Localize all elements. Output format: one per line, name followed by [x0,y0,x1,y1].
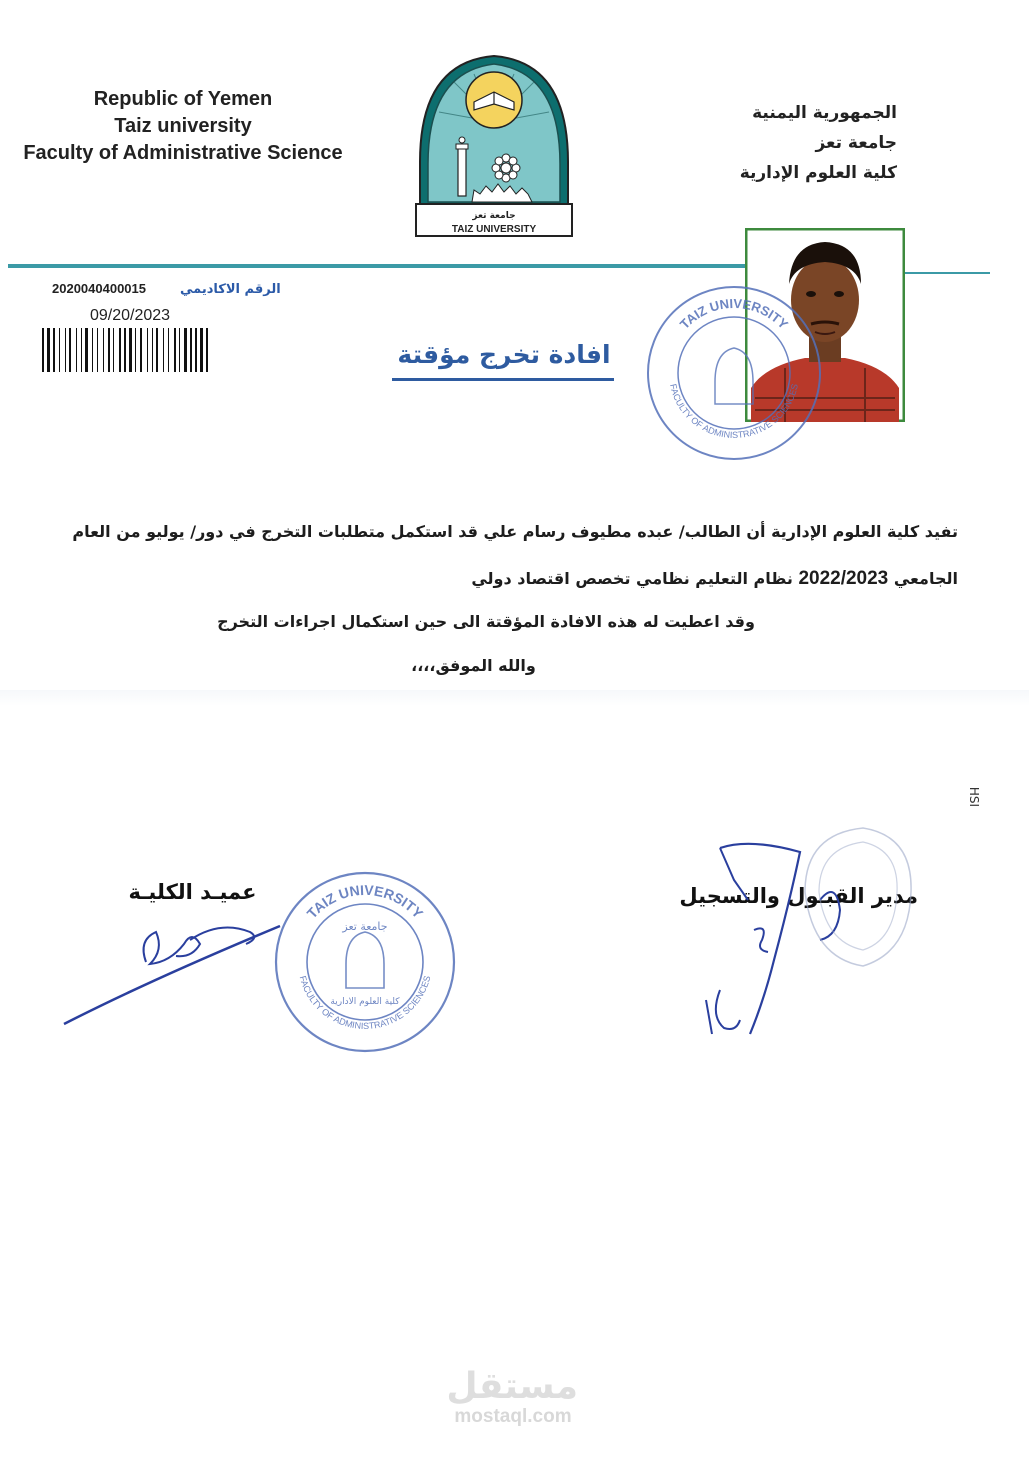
title-underline [392,378,614,381]
flower-emblem-icon [492,154,520,182]
svg-text:FACULTY OF ADMINISTRATIVE SCIE: FACULTY OF ADMINISTRATIVE SCIENCES [297,974,433,1032]
barcode [42,328,282,372]
certificate-line-2-prefix: الجامعي [888,569,958,588]
svg-text:TAIZ UNIVERSITY: TAIZ UNIVERSITY [676,295,792,332]
logo-arabic-text: جامعة تعز [472,211,516,221]
registrar-stamp-faint [793,822,915,972]
watermark-arabic: مستقل [446,1366,578,1407]
header-en-country: Republic of Yemen [93,88,273,110]
certificate-line-1: تفيد كلية العلوم الإدارية أن الطالب/ عبده مطيوف رسام علي قد استكمل متطلبات التخرج في دور/ يوليو من العام [72,522,958,541]
dean-label: عميـد الكليـة [128,880,257,904]
university-logo [414,52,574,238]
header-english [8,86,358,167]
document-title: افادة تخرج مؤقتة [397,340,611,369]
header-en-faculty: Faculty of Administrative Science [23,142,343,164]
watermark-english: mostaql.com [454,1406,572,1427]
header-divider [8,264,748,268]
svg-text:TAIZ UNIVERSITY: TAIZ UNIVERSITY [303,881,427,922]
certificate-closing: والله الموفق،،،، [411,656,536,675]
header-ar-university: جامعة تعز [815,133,897,153]
header-ar-country: الجمهورية اليمنية [752,103,897,123]
certificate-line-3: وقد اعطيت له هذه الافادة المؤقتة الى حين استكمال اجراءات التخرج [217,612,755,631]
academic-year: 2022/2023 [798,568,889,589]
faculty-stamp-top [645,282,823,464]
dean-signature [60,910,290,1030]
faculty-stamp-bottom [272,868,458,1056]
certificate-line-2 [30,568,958,590]
certificate-line-2-suffix: نظام التعليم نظامي تخصص اقتصاد دولي [471,569,799,588]
scan-fold-shadow [0,690,1029,706]
svg-text:كلية العلوم الادارية: كلية العلوم الادارية [330,997,400,1007]
academic-number-label: الرقم الاكاديمي [180,282,281,297]
registrar-label: مدير القبـول والتسجيل [679,884,918,908]
svg-text:جامعة تعز: جامعة تعز [342,920,388,933]
header-divider-right [905,272,990,274]
svg-text:FACULTY OF ADMINISTRATIVE SCIE: FACULTY OF ADMINISTRATIVE SCIENCES [668,382,800,441]
side-mark: HSI [967,786,982,808]
academic-number: 2020040400015 [52,281,146,296]
issue-date: 09/20/2023 [90,307,171,324]
header-arabic [697,98,897,188]
header-en-university: Taiz university [114,115,252,137]
header-ar-faculty: كلية العلوم الإدارية [739,163,897,183]
logo-english-text: TAIZ UNIVERSITY [451,224,537,235]
